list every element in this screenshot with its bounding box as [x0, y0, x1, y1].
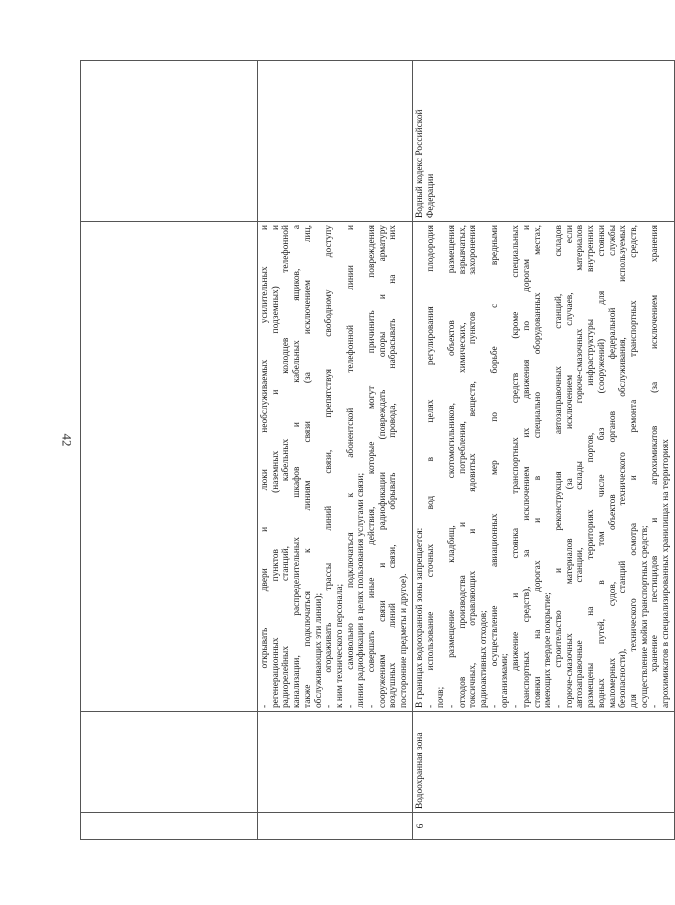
text-line: имеющих твердое покрытие; — [543, 592, 554, 708]
text-line: обслуживающих эти линии); — [313, 592, 324, 708]
text-line: также подключаться к линиям связи (за исключением лиц, — [302, 225, 313, 708]
text-line: линии радиофикации в целях пользования услугами связи; — [356, 472, 367, 708]
text-line: регенерационных пунктов (наземных и подземных) и — [270, 225, 281, 708]
table-row — [258, 61, 413, 840]
text-line: - открывать двери и люки необслуживаемых усилительных и — [260, 225, 270, 708]
row-number — [258, 813, 413, 840]
legal-basis — [258, 61, 413, 222]
text-line: В границах водоохранной зоны запрещается: — [414, 527, 425, 708]
text-line: безопасности), станций технического обслуживания, используемых — [618, 225, 629, 708]
text-line: - хранение пестицидов и агрохимикатов (за исключением хранения — [650, 225, 661, 708]
table-row — [412, 61, 674, 840]
restrictions-text — [412, 222, 674, 712]
text-line: - осуществление авиационных мер по борьбе с вредными — [489, 225, 500, 708]
page-number: 42 — [59, 433, 75, 447]
text-line: канализации, распределительных шкафов и кабельных ящиков, а — [292, 225, 303, 708]
zone-name — [258, 712, 413, 813]
zone-name: Водоохранная зона — [412, 712, 674, 813]
text-line: - движение и стоянка транспортных средств (кроме специальных — [511, 225, 522, 708]
rotated-table-sheet — [80, 60, 672, 840]
text-line: токсичных, отравляющих и ядовитых веществ, пунктов захоронения — [468, 225, 479, 708]
text-line: радиорелейных станций, кабельных колодцев телефонной — [281, 225, 292, 708]
legal-basis: Водный кодекс Российской Федерации — [412, 61, 674, 222]
text-line: - совершать иные действия, которые могут причинить повреждения — [367, 225, 378, 708]
text-line: маломерных судов, объектов органов федеральной службы — [607, 225, 618, 708]
text-line: организмами; — [500, 653, 511, 708]
text-line: отходов производства и потребления, химических, взрывчатых, — [457, 225, 468, 708]
text-line: почв; — [436, 686, 447, 708]
text-line: - размещение кладбищ, скотомогильников, объектов размещения — [446, 225, 457, 708]
row-number: 6 — [412, 813, 674, 840]
zones-table — [257, 60, 675, 840]
text-line: посторонние предметы и другое). — [399, 573, 410, 708]
text-line: - использование сточных вод в целях регулирования плодородия — [425, 225, 436, 708]
table-top-spacer — [80, 60, 257, 840]
text-line: к ним технического персонала; — [334, 583, 345, 708]
text-line: радиоактивных отходов; — [479, 610, 490, 708]
text-line: водных путей, в том числе баз (сооружений) для стоянки — [596, 225, 607, 708]
text-line: - строительство и реконструкция автозаправочных станций, складов — [553, 225, 564, 708]
text-line: для технического осмотра и ремонта транспортных средств, — [628, 225, 639, 708]
text-line: горюче-смазочных материалов (за исключением случаев, если — [564, 225, 575, 708]
text-line: сооружениям связи и радиофикации (повреждать опоры и арматуру — [377, 225, 388, 708]
text-line: - огораживать трассы линий связи, препятствуя свободному доступу — [324, 225, 335, 708]
text-line: воздушных линий связи, обрывать провода, набрасывать на них — [388, 225, 399, 708]
text-line: агрохимикатов в специализированных хранилищах на территориях — [661, 439, 672, 708]
text-line: осуществление мойки транспортных средств; — [639, 525, 650, 708]
text-line: автозаправочные станции, склады горюче-смазочных материалов — [575, 225, 586, 708]
text-line: - самовольно подключаться к абонентской телефонной линии и — [345, 225, 356, 708]
text-line: транспортных средств), за исключением их движения по дорогам и — [521, 225, 532, 708]
text-line: размещены на территориях портов, инфраструктуры внутренних — [586, 225, 597, 708]
text-line: стоянки на дорогах и в специально оборудованных местах, — [532, 225, 543, 708]
restrictions-text — [258, 222, 413, 712]
